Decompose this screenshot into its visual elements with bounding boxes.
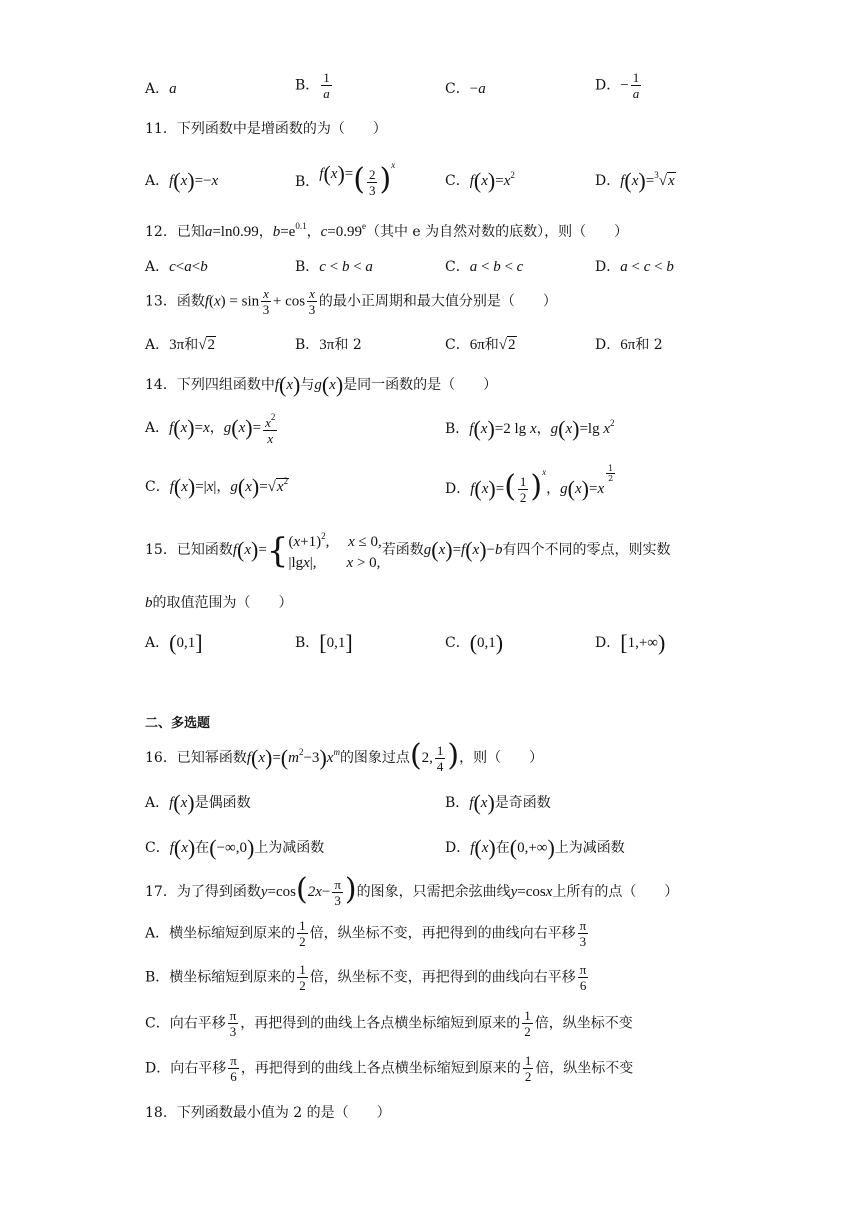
- q17-option-a: A．横坐标缩短到原来的 $\frac{1}{2}$ 倍，纵坐标不变，再把得到的曲线向右平移 $\frac{\pi}{3}$: [145, 918, 587, 949]
- q12-option-d: D．a < c < b: [595, 259, 674, 275]
- q15-stem-line2: b的取值范围为（ ）: [145, 595, 293, 611]
- q10-option-b: B． $\frac{1}{a}$: [295, 70, 330, 101]
- q13-option-d: D．6π和 2: [595, 337, 663, 353]
- section-title: 二、多选题: [145, 716, 211, 731]
- q12-option-b: B．c < b < a: [295, 259, 373, 275]
- q14-option-d: D．f(x)=( $\frac{1}{2}$ )$^x$，g(x)=x $\frac{1}{2}$: [445, 464, 614, 505]
- q13-stem: 13．函数f(x) = sin $\frac{x}{3}$ + cos $\frac{x}{3}$ 的最小正周期和最大值分别是（ ）: [145, 286, 557, 317]
- q16-option-b: B．f(x)是奇函数: [445, 790, 551, 815]
- q16-option-c: C．f(x)在(−∞,0)上为减函数: [145, 835, 325, 860]
- q15-option-c: C．(0,1): [445, 630, 504, 655]
- q14-stem: 14．下列四组函数中f(x)与g(x)是同一函数的是（ ）: [145, 372, 498, 397]
- q14-option-b: B．f(x)=2 lg x，g(x)=lg $x^2$: [445, 416, 615, 441]
- q12-option-c: C．a < b < c: [445, 259, 524, 275]
- q13-option-c: C．6π和√2: [445, 337, 516, 353]
- q11-stem: 11．下列函数中是增函数的为（ ）: [145, 121, 387, 137]
- q10-option-a: A．a: [145, 81, 177, 97]
- q16-option-d: D．f(x)在(0,+∞)上为减函数: [445, 835, 625, 860]
- q10-option-c: C．−a: [445, 81, 486, 97]
- q15-option-d: D．[1,+∞): [595, 630, 666, 655]
- q15-option-b: B．[0,1]: [295, 630, 353, 655]
- q12-option-a: A．c<a<b: [145, 259, 208, 275]
- q17-option-d: D．向右平移 $\frac{\pi}{6}$ ，再把得到的曲线上各点横坐标缩短到原来的 $\frac{1}{2}$ 倍，纵坐标不变: [145, 1053, 634, 1084]
- q15-stem: 15．已知函数f(x)={ $(x+1)^2$, x ≤ 0, |lgx|, x > 0, 若函数g(x)=f(x)−b有四个不同的零点，则实数: [145, 531, 671, 571]
- q11-option-d: D．f(x)=$^3$√x: [595, 168, 675, 193]
- q14-option-a: A．f(x)=x，g(x)= $\frac{x^2}{x}$: [145, 412, 276, 446]
- q18-stem: 18．下列函数最小值为 2 的是（ ）: [145, 1105, 391, 1121]
- q17-option-b: B．横坐标缩短到原来的 $\frac{1}{2}$ 倍，纵坐标不变，再把得到的曲线向右平移 $\frac{\pi}{6}$: [145, 962, 587, 993]
- q14-option-c: C．f(x)=|x|，$g(x)=√x^2$: [145, 474, 289, 499]
- q13-option-b: B．3π和 2: [295, 337, 362, 353]
- q11-option-b: B．f(x)=( $\frac{2}{3}$ )$^x$: [295, 160, 396, 198]
- q11-option-a: A．f(x)=−x: [145, 168, 219, 193]
- q17-option-c: C．向右平移 $\frac{\pi}{3}$ ，再把得到的曲线上各点横坐标缩短到原来的 $\frac{1}{2}$ 倍，纵坐标不变: [145, 1008, 633, 1039]
- q12-stem: 12．已知a=ln0.99，$b=e^{0.1}$，c=0.99$^e$（其中 e 为自然对数的底数），则（ ）: [145, 221, 629, 240]
- q17-stem: 17．为了得到函数y=cos(2x− $\frac{\pi}{3}$ )的图象，只需把余弦曲线y=cosx上所有的点（ ）: [145, 872, 679, 908]
- q11-option-c: C．$f(x)=x^2$: [445, 168, 515, 193]
- q16-stem: 16．已知幂函数$f(x)=(m^2-3)x^m$的图象过点(2, $\frac{1}{4}$ )，则（ ）: [145, 738, 544, 774]
- q16-option-a: A．f(x)是偶函数: [145, 790, 251, 815]
- q10-option-d: D．− $\frac{1}{a}$: [595, 70, 640, 101]
- q15-option-a: A．(0,1]: [145, 630, 203, 655]
- q13-option-a: A．3π和√2: [145, 337, 215, 353]
